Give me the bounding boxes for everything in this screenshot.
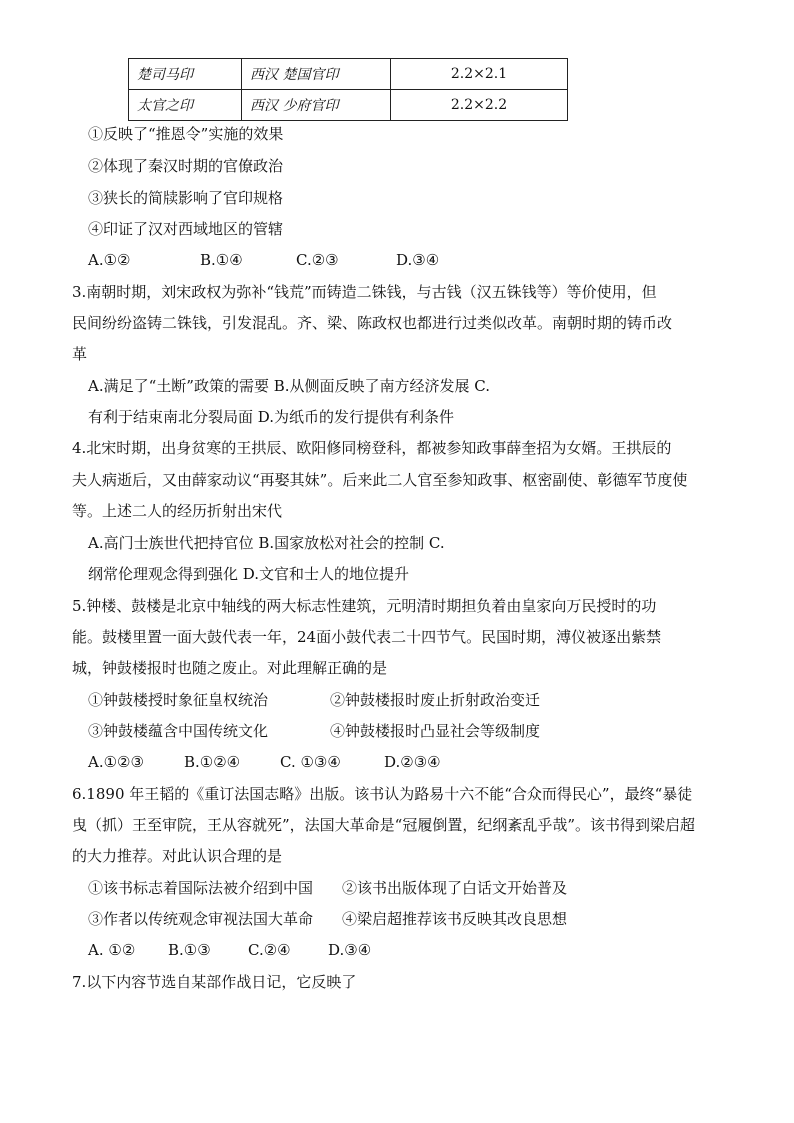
table-cell: 西汉 少府官印 bbox=[242, 90, 391, 121]
q4-stem-line-1: 4.北宋时期，出身贫寒的王拱辰、欧阳修同榜登科，都被参知政事薛奎招为女婿。王拱辰的 bbox=[72, 439, 672, 457]
option-d[interactable]: D.③④ bbox=[328, 941, 372, 959]
q6-statements-row-2 bbox=[88, 909, 567, 929]
q6-statement-1: ①该书标志着国际法被介绍到中国 bbox=[88, 879, 314, 897]
table-cell: 2.2×2.2 bbox=[391, 90, 568, 121]
q4-options-line-2: 纲常伦理观念得到强化 D.文官和士人的地位提升 bbox=[88, 565, 410, 583]
q2-statement-4: ④印证了汉对西域地区的管辖 bbox=[88, 220, 284, 238]
q6-stem-line-3: 的大力推荐。对此认识合理的是 bbox=[72, 847, 283, 865]
q4-stem-line-2: 夫人病逝后，又由薛家动议“再娶其妹”。后来此二人官至参知政事、枢密副使、彰德军节度使 bbox=[72, 471, 688, 489]
q5-stem-line-1: 5.钟楼、鼓楼是北京中轴线的两大标志性建筑，元明清时期担负着由皇家向万民授时的功 bbox=[72, 597, 657, 615]
table-cell: 太官之印 bbox=[129, 90, 242, 121]
table-row bbox=[129, 59, 568, 90]
q2-statement-2: ②体现了秦汉时期的官僚政治 bbox=[88, 157, 284, 175]
q3-options-line-2: 有利于结束南北分裂局面 D.为纸币的发行提供有利条件 bbox=[88, 408, 455, 426]
q5-statement-2: ②钟鼓楼报时废止折射政治变迁 bbox=[330, 691, 541, 709]
q6-statement-4: ④梁启超推荐该书反映其改良思想 bbox=[342, 910, 568, 928]
q5-options bbox=[88, 752, 441, 772]
q6-statements-row-1 bbox=[88, 878, 567, 898]
q5-statement-3: ③钟鼓楼蕴含中国传统文化 bbox=[88, 722, 269, 740]
option-c[interactable]: C. ①③④ bbox=[280, 753, 341, 771]
q6-options bbox=[88, 940, 371, 960]
q5-statement-4: ④钟鼓楼报时凸显社会等级制度 bbox=[330, 722, 541, 740]
q6-stem-line-2: 曳（抓）王至审院，王从容就死”，法国大革命是“冠履倒置，纪纲紊乱乎哉”。该书得到梁启超 bbox=[72, 816, 696, 834]
table-cell: 楚司马印 bbox=[129, 59, 242, 90]
q2-statement-1: ①反映了“推恩令”实施的效果 bbox=[88, 125, 284, 143]
q3-stem-line-2: 民间纷纷盗铸二铢钱，引发混乱。齐、梁、陈政权也都进行过类似改革。南朝时期的铸币改 bbox=[72, 314, 673, 332]
option-a[interactable]: A. ①② bbox=[88, 941, 136, 959]
seal-table bbox=[128, 58, 568, 121]
q4-options-line-1: A.高门士族世代把持官位 B.国家放松对社会的控制 C. bbox=[88, 534, 445, 552]
option-d[interactable]: D.③④ bbox=[396, 251, 440, 269]
q5-statement-1: ①钟鼓楼授时象征皇权统治 bbox=[88, 691, 269, 709]
option-b[interactable]: B.①④ bbox=[200, 251, 243, 269]
option-a[interactable]: A.①② bbox=[88, 251, 131, 269]
q5-stem-line-2: 能。鼓楼里置一面大鼓代表一年，24面小鼓代表二十四节气。民国时期，溥仪被逐出紫禁 bbox=[72, 628, 662, 646]
q5-statements-row-2 bbox=[88, 721, 540, 741]
option-c[interactable]: C.②④ bbox=[248, 941, 291, 959]
table-cell: 2.2×2.1 bbox=[391, 59, 568, 90]
q2-statement-3: ③狭长的简牍影响了官印规格 bbox=[88, 189, 284, 207]
option-a[interactable]: A.①②③ bbox=[88, 753, 144, 771]
table-row bbox=[129, 90, 568, 121]
q5-statements-row-1 bbox=[88, 690, 540, 710]
q7-stem-line-1: 7.以下内容节选自某部作战日记，它反映了 bbox=[72, 973, 357, 991]
option-d[interactable]: D.②③④ bbox=[384, 753, 441, 771]
q3-stem-line-3: 革 bbox=[72, 345, 88, 363]
q6-statement-2: ②该书出版体现了白话文开始普及 bbox=[342, 879, 568, 897]
q2-options bbox=[88, 250, 439, 270]
q4-stem-line-3: 等。上述二人的经历折射出宋代 bbox=[72, 502, 283, 520]
q6-stem-line-1: 6.1890 年王韬的《重订法国志略》出版。该书认为路易十六不能“合众而得民心”，最终“暴徒 bbox=[72, 785, 693, 803]
q5-stem-line-3: 城，钟鼓楼报时也随之废止。对此理解正确的是 bbox=[72, 659, 388, 677]
table-cell: 西汉 楚国官印 bbox=[242, 59, 391, 90]
q3-options-line-1: A.满足了“土断”政策的需要 B.从侧面反映了南方经济发展 C. bbox=[88, 377, 490, 395]
option-b[interactable]: B.①②④ bbox=[184, 753, 241, 771]
option-b[interactable]: B.①③ bbox=[168, 941, 211, 959]
q6-statement-3: ③作者以传统观念审视法国大革命 bbox=[88, 910, 314, 928]
q3-stem-line-1: 3.南朝时期，刘宋政权为弥补“钱荒”而铸造二铢钱，与古钱（汉五铢钱等）等价使用，但 bbox=[72, 283, 657, 301]
option-c[interactable]: C.②③ bbox=[296, 251, 339, 269]
